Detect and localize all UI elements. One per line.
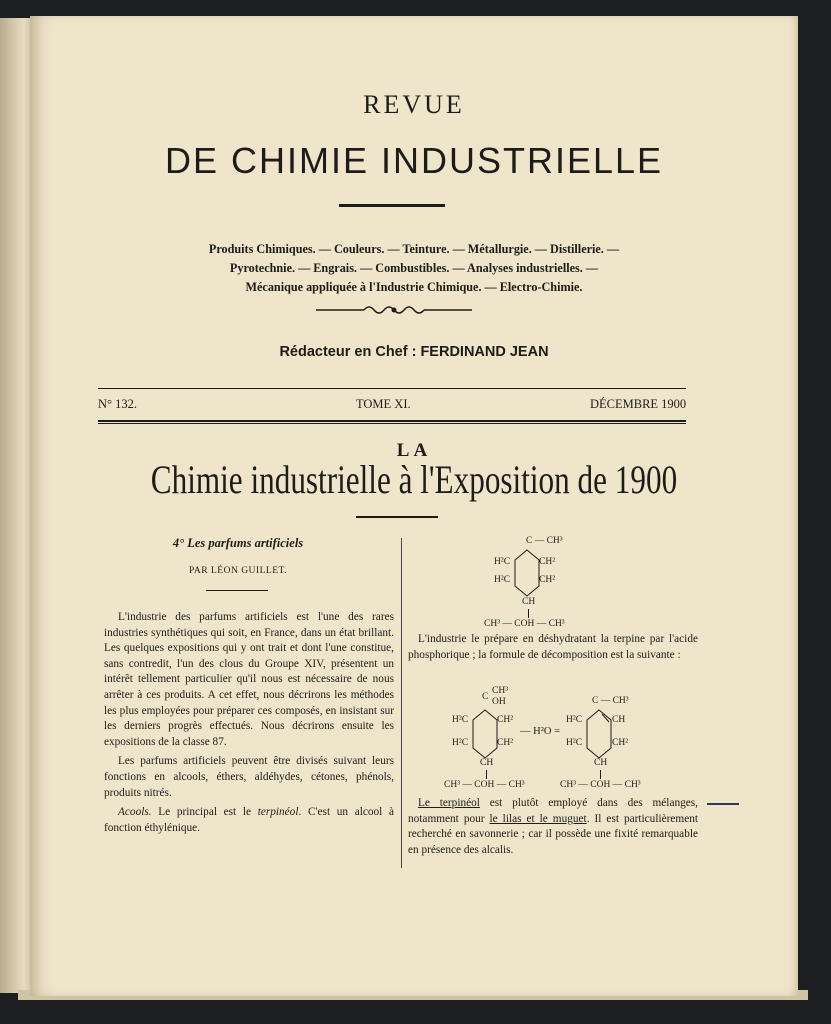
column-separator bbox=[401, 538, 402, 868]
subjects-line: Mécanique appliquée à l'Industrie Chimique. — Electro-Chimie. bbox=[245, 280, 583, 294]
formula-text: H²C bbox=[494, 557, 511, 567]
divider bbox=[98, 420, 686, 422]
formula-text: H²C bbox=[452, 715, 469, 725]
formula-text: CH bbox=[480, 758, 494, 768]
editor-line: Rédacteur en Chef : FERDINAND JEAN bbox=[279, 344, 549, 360]
bond bbox=[600, 770, 601, 779]
formula-text: H²C bbox=[494, 575, 511, 585]
formula-text: CH² bbox=[497, 738, 514, 748]
underlined-term: Le terpinéol bbox=[418, 797, 480, 809]
subjects-line: Pyrotechnie. — Engrais. — Combustibles. — Analyses industrielles. — bbox=[229, 261, 599, 275]
formula-text: CH bbox=[612, 715, 626, 725]
issue-date: DÉCEMBRE 1900 bbox=[590, 397, 687, 411]
bond bbox=[486, 770, 487, 779]
formula-text: C — CH³ bbox=[526, 536, 563, 546]
paragraph: L'industrie des parfums artificiels est l'une des rares industries synthétiques qui soit, en France, dans un état brillant. Les quelques expositions qui y ont trait et dont l'une constitue, sans contredit, l'un des clous du Groupe XIV, présentent un intérêt tellement particulier qu'il nous est nécessaire de nous arrêter à ces produits. A cet effet, nous décrirons les méthodes les plus employées pour préparer ces composés, en insistant sur les derniers progrès effectués. Nous décrirons ensuite les expositions de la classe 87. bbox=[104, 611, 394, 748]
journal-title: DE CHIMIE INDUSTRIELLE bbox=[164, 140, 664, 181]
journal-kicker: REVUE bbox=[363, 90, 465, 119]
formula-text: C bbox=[482, 692, 489, 702]
paragraph: Les parfums artificiels peuvent être divisés suivant leurs fonctions en alcools, éthers, aldéhydes, cétones, phénols, produits nitrés. bbox=[104, 755, 394, 799]
formula-text: OH bbox=[492, 697, 506, 707]
article-kicker: LA bbox=[396, 440, 432, 461]
text: est plutôt employé dans des mélanges, notamment pour bbox=[408, 797, 698, 825]
bond bbox=[528, 609, 529, 618]
formula-text: CH² bbox=[539, 557, 556, 567]
underlined-term: le lilas et le muguet bbox=[489, 812, 587, 825]
alcools-label: Acools. bbox=[118, 806, 152, 819]
formula-text: — H²O = bbox=[520, 726, 560, 737]
tome: TOME XI. bbox=[356, 397, 411, 411]
paragraph: L'industrie le prépare en déshydratant la terpine par l'acide phosphorique ; la formule de décomposition est la suivante : bbox=[408, 633, 698, 661]
formula-text: CH bbox=[594, 758, 608, 768]
subjects-list bbox=[70, 240, 758, 297]
divider bbox=[98, 388, 686, 389]
text: Le principal est le bbox=[151, 806, 258, 819]
formula-text: CH bbox=[522, 597, 536, 607]
title-rule bbox=[339, 204, 445, 207]
formula-text: H²C bbox=[566, 738, 583, 748]
section-title: 4° Les parfums artificiels bbox=[172, 536, 304, 550]
author-rule bbox=[206, 590, 268, 591]
text: . Il est particulièrement recherché en savonnerie ; car il possède une fixité remarquable en présence des alcalis. bbox=[408, 812, 698, 856]
term: terpinéol bbox=[257, 806, 299, 819]
formula-text: CH² bbox=[497, 715, 514, 725]
formula-text: CH² bbox=[539, 575, 556, 585]
formula-text: CH³ — COH — CH³ bbox=[560, 780, 641, 790]
journal-page bbox=[30, 16, 798, 996]
title-rule bbox=[356, 516, 438, 518]
formula-text: H²C bbox=[566, 715, 583, 725]
book-spine bbox=[0, 18, 34, 993]
benzene-ring-icon bbox=[584, 708, 614, 760]
right-paragraph bbox=[408, 632, 698, 663]
margin-mark bbox=[707, 803, 739, 805]
article-title: Chimie industrielle à l'Exposition de 1900 bbox=[150, 457, 678, 502]
benzene-ring-icon bbox=[512, 548, 542, 598]
issue-number: N° 132. bbox=[98, 397, 138, 411]
paragraph bbox=[408, 796, 698, 858]
right-paragraph bbox=[408, 796, 698, 858]
benzene-ring-icon bbox=[470, 708, 500, 760]
formula-text: CH³ — COH — CH³ bbox=[444, 780, 525, 790]
formula-text: H²C bbox=[452, 738, 469, 748]
left-column bbox=[104, 610, 394, 840]
divider bbox=[98, 423, 686, 424]
formula-text: CH³ — COH — CH³ bbox=[484, 619, 565, 629]
text: . C'est un alcool à fonction éthylénique. bbox=[104, 806, 395, 834]
formula-text: CH² bbox=[612, 738, 629, 748]
formula-text: CH³ bbox=[492, 686, 509, 696]
paragraph bbox=[104, 805, 394, 836]
formula-text: C — CH³ bbox=[592, 696, 629, 706]
subjects-line: Produits Chimiques. — Couleurs. — Teinture. — Métallurgie. — Distillerie. — bbox=[208, 242, 620, 256]
author-line: PAR LÉON GUILLET. bbox=[189, 566, 287, 576]
ornament-icon bbox=[314, 302, 474, 318]
